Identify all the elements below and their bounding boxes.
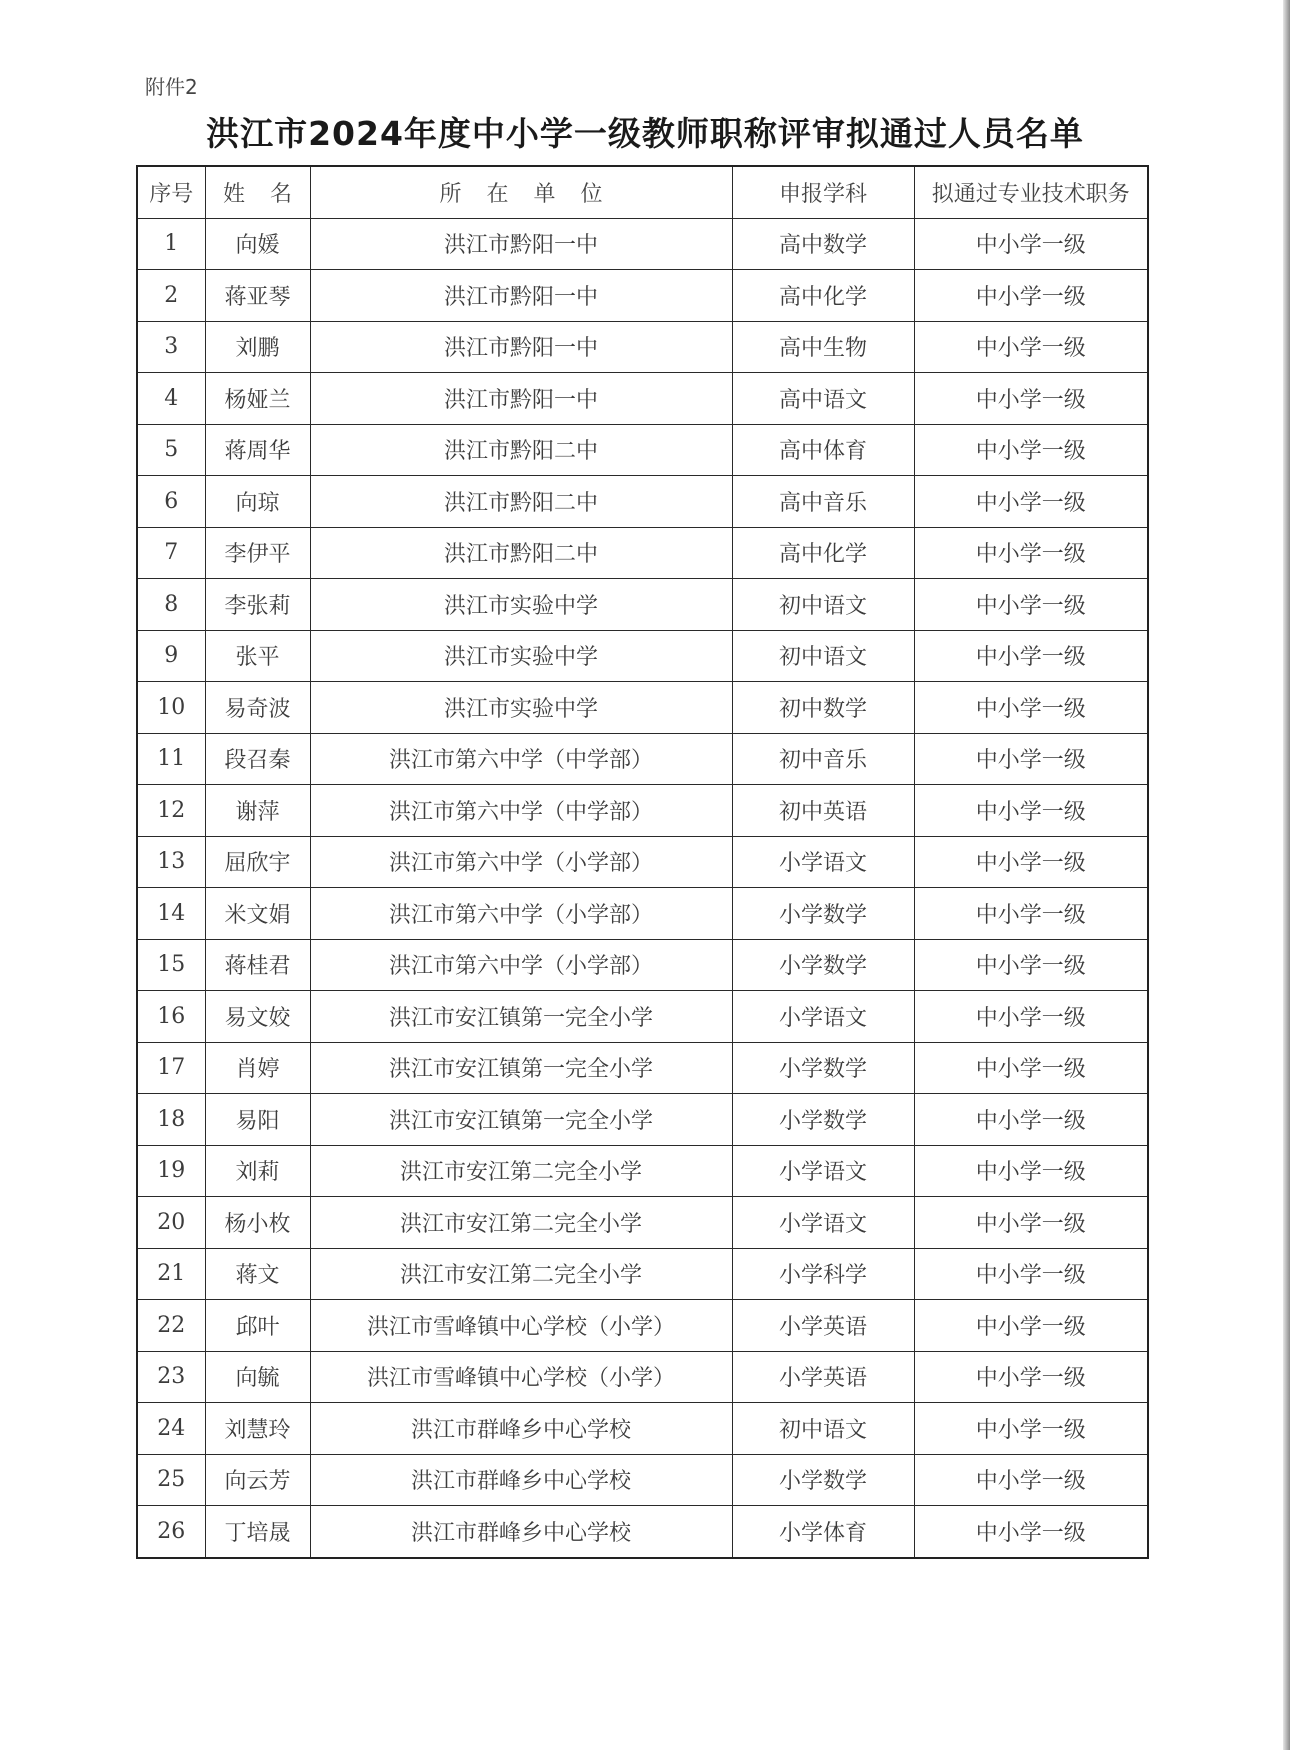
cell-subject: 小学语文 [732,1197,914,1249]
cell-no: 20 [137,1197,205,1249]
cell-unit: 洪江市安江镇第一完全小学 [310,1094,732,1146]
cell-subject: 初中英语 [732,785,914,837]
cell-title: 中小学一级 [914,476,1148,528]
cell-unit: 洪江市第六中学（小学部） [310,939,732,991]
cell-unit: 洪江市黔阳一中 [310,373,732,425]
table-row [137,733,1148,785]
cell-title: 中小学一级 [914,1145,1148,1197]
table-row [137,1197,1148,1249]
cell-no: 21 [137,1248,205,1300]
cell-name: 刘慧玲 [205,1403,310,1455]
cell-name: 邱叶 [205,1300,310,1352]
cell-unit: 洪江市黔阳一中 [310,270,732,322]
cell-title: 中小学一级 [914,630,1148,682]
cell-unit: 洪江市第六中学（小学部） [310,836,732,888]
cell-no: 3 [137,321,205,373]
cell-name: 刘莉 [205,1145,310,1197]
cell-subject: 小学语文 [732,836,914,888]
table-row [137,579,1148,631]
table-row [137,888,1148,940]
cell-title: 中小学一级 [914,785,1148,837]
cell-no: 15 [137,939,205,991]
cell-unit: 洪江市黔阳二中 [310,424,732,476]
cell-unit: 洪江市安江镇第一完全小学 [310,1042,732,1094]
cell-no: 2 [137,270,205,322]
cell-unit: 洪江市安江第二完全小学 [310,1248,732,1300]
cell-title: 中小学一级 [914,1042,1148,1094]
cell-no: 7 [137,527,205,579]
cell-title: 中小学一级 [914,1403,1148,1455]
cell-name: 米文娟 [205,888,310,940]
cell-title: 中小学一级 [914,527,1148,579]
cell-unit: 洪江市第六中学（中学部） [310,785,732,837]
table-row [137,630,1148,682]
cell-subject: 初中语文 [732,1403,914,1455]
cell-no: 13 [137,836,205,888]
cell-title: 中小学一级 [914,424,1148,476]
table-header [137,166,1148,218]
table-row [137,1145,1148,1197]
table-row [137,939,1148,991]
cell-subject: 小学数学 [732,939,914,991]
table-row [137,424,1148,476]
table-body [137,218,1148,1558]
attachment-label: 附件2 [145,75,198,99]
table-row [137,682,1148,734]
header-subject: 申报学科 [732,166,914,218]
cell-no: 5 [137,424,205,476]
scan-edge [1283,0,1290,1750]
header-row [137,166,1148,218]
cell-title: 中小学一级 [914,270,1148,322]
cell-name: 向毓 [205,1351,310,1403]
cell-subject: 高中数学 [732,218,914,270]
cell-title: 中小学一级 [914,836,1148,888]
cell-name: 肖婷 [205,1042,310,1094]
cell-title: 中小学一级 [914,1300,1148,1352]
cell-unit: 洪江市雪峰镇中心学校（小学） [310,1300,732,1352]
cell-unit: 洪江市黔阳二中 [310,476,732,528]
document-title: 洪江市2024年度中小学一级教师职称评审拟通过人员名单 [206,114,1084,153]
cell-subject: 高中化学 [732,270,914,322]
cell-no: 12 [137,785,205,837]
cell-name: 蒋桂君 [205,939,310,991]
cell-name: 谢萍 [205,785,310,837]
cell-subject: 初中音乐 [732,733,914,785]
cell-no: 18 [137,1094,205,1146]
cell-title: 中小学一级 [914,991,1148,1043]
cell-subject: 初中数学 [732,682,914,734]
cell-subject: 小学数学 [732,888,914,940]
cell-no: 11 [137,733,205,785]
cell-subject: 小学数学 [732,1454,914,1506]
table-row [137,991,1148,1043]
cell-name: 向云芳 [205,1454,310,1506]
cell-unit: 洪江市实验中学 [310,682,732,734]
cell-no: 17 [137,1042,205,1094]
cell-name: 蒋亚琴 [205,270,310,322]
table-row [137,785,1148,837]
cell-no: 9 [137,630,205,682]
cell-name: 李伊平 [205,527,310,579]
cell-unit: 洪江市第六中学（中学部） [310,733,732,785]
table-row [137,270,1148,322]
cell-name: 易奇波 [205,682,310,734]
cell-no: 14 [137,888,205,940]
cell-unit: 洪江市黔阳一中 [310,218,732,270]
header-unit: 所 在 单 位 [310,166,732,218]
cell-no: 22 [137,1300,205,1352]
cell-title: 中小学一级 [914,682,1148,734]
cell-subject: 小学数学 [732,1042,914,1094]
cell-unit: 洪江市第六中学（小学部） [310,888,732,940]
cell-unit: 洪江市群峰乡中心学校 [310,1506,732,1558]
cell-no: 24 [137,1403,205,1455]
cell-subject: 小学数学 [732,1094,914,1146]
cell-unit: 洪江市实验中学 [310,630,732,682]
cell-name: 杨娅兰 [205,373,310,425]
cell-no: 4 [137,373,205,425]
cell-unit: 洪江市群峰乡中心学校 [310,1454,732,1506]
cell-unit: 洪江市黔阳一中 [310,321,732,373]
table-row [137,1094,1148,1146]
table-row [137,1300,1148,1352]
table-row [137,321,1148,373]
table-row [137,836,1148,888]
header-no: 序号 [137,166,205,218]
cell-unit: 洪江市安江镇第一完全小学 [310,991,732,1043]
table-row [137,218,1148,270]
cell-subject: 高中体育 [732,424,914,476]
cell-subject: 高中语文 [732,373,914,425]
cell-title: 中小学一级 [914,1197,1148,1249]
cell-name: 易阳 [205,1094,310,1146]
cell-no: 26 [137,1506,205,1558]
cell-subject: 小学语文 [732,1145,914,1197]
table-row [137,476,1148,528]
table-row [137,1403,1148,1455]
table-row [137,1351,1148,1403]
cell-no: 6 [137,476,205,528]
cell-no: 16 [137,991,205,1043]
cell-no: 8 [137,579,205,631]
cell-unit: 洪江市安江第二完全小学 [310,1145,732,1197]
table-row [137,1248,1148,1300]
cell-unit: 洪江市实验中学 [310,579,732,631]
cell-subject: 小学英语 [732,1351,914,1403]
cell-title: 中小学一级 [914,1094,1148,1146]
cell-title: 中小学一级 [914,218,1148,270]
cell-title: 中小学一级 [914,1506,1148,1558]
cell-subject: 高中化学 [732,527,914,579]
cell-title: 中小学一级 [914,888,1148,940]
cell-name: 刘鹏 [205,321,310,373]
cell-subject: 初中语文 [732,630,914,682]
cell-unit: 洪江市黔阳二中 [310,527,732,579]
cell-no: 19 [137,1145,205,1197]
cell-subject: 小学科学 [732,1248,914,1300]
cell-unit: 洪江市雪峰镇中心学校（小学） [310,1351,732,1403]
cell-name: 杨小枚 [205,1197,310,1249]
cell-name: 向媛 [205,218,310,270]
cell-title: 中小学一级 [914,321,1148,373]
cell-name: 李张莉 [205,579,310,631]
cell-name: 向琼 [205,476,310,528]
cell-subject: 高中生物 [732,321,914,373]
cell-title: 中小学一级 [914,1248,1148,1300]
cell-subject: 小学体育 [732,1506,914,1558]
cell-no: 23 [137,1351,205,1403]
cell-name: 段召秦 [205,733,310,785]
cell-subject: 小学英语 [732,1300,914,1352]
cell-subject: 初中语文 [732,579,914,631]
cell-unit: 洪江市群峰乡中心学校 [310,1403,732,1455]
cell-title: 中小学一级 [914,1454,1148,1506]
cell-name: 蒋周华 [205,424,310,476]
cell-no: 10 [137,682,205,734]
cell-subject: 小学语文 [732,991,914,1043]
table-row [137,527,1148,579]
cell-subject: 高中音乐 [732,476,914,528]
cell-name: 蒋文 [205,1248,310,1300]
cell-name: 丁培晟 [205,1506,310,1558]
cell-unit: 洪江市安江第二完全小学 [310,1197,732,1249]
cell-title: 中小学一级 [914,579,1148,631]
cell-title: 中小学一级 [914,733,1148,785]
cell-title: 中小学一级 [914,373,1148,425]
cell-no: 25 [137,1454,205,1506]
cell-name: 易文姣 [205,991,310,1043]
table-row [137,1506,1148,1558]
table-row [137,1042,1148,1094]
cell-title: 中小学一级 [914,1351,1148,1403]
cell-name: 屈欣宇 [205,836,310,888]
cell-title: 中小学一级 [914,939,1148,991]
header-name: 姓 名 [205,166,310,218]
cell-name: 张平 [205,630,310,682]
cell-no: 1 [137,218,205,270]
header-title: 拟通过专业技术职务 [914,166,1148,218]
table-row [137,373,1148,425]
roster-table [136,165,1149,1559]
table-row [137,1454,1148,1506]
